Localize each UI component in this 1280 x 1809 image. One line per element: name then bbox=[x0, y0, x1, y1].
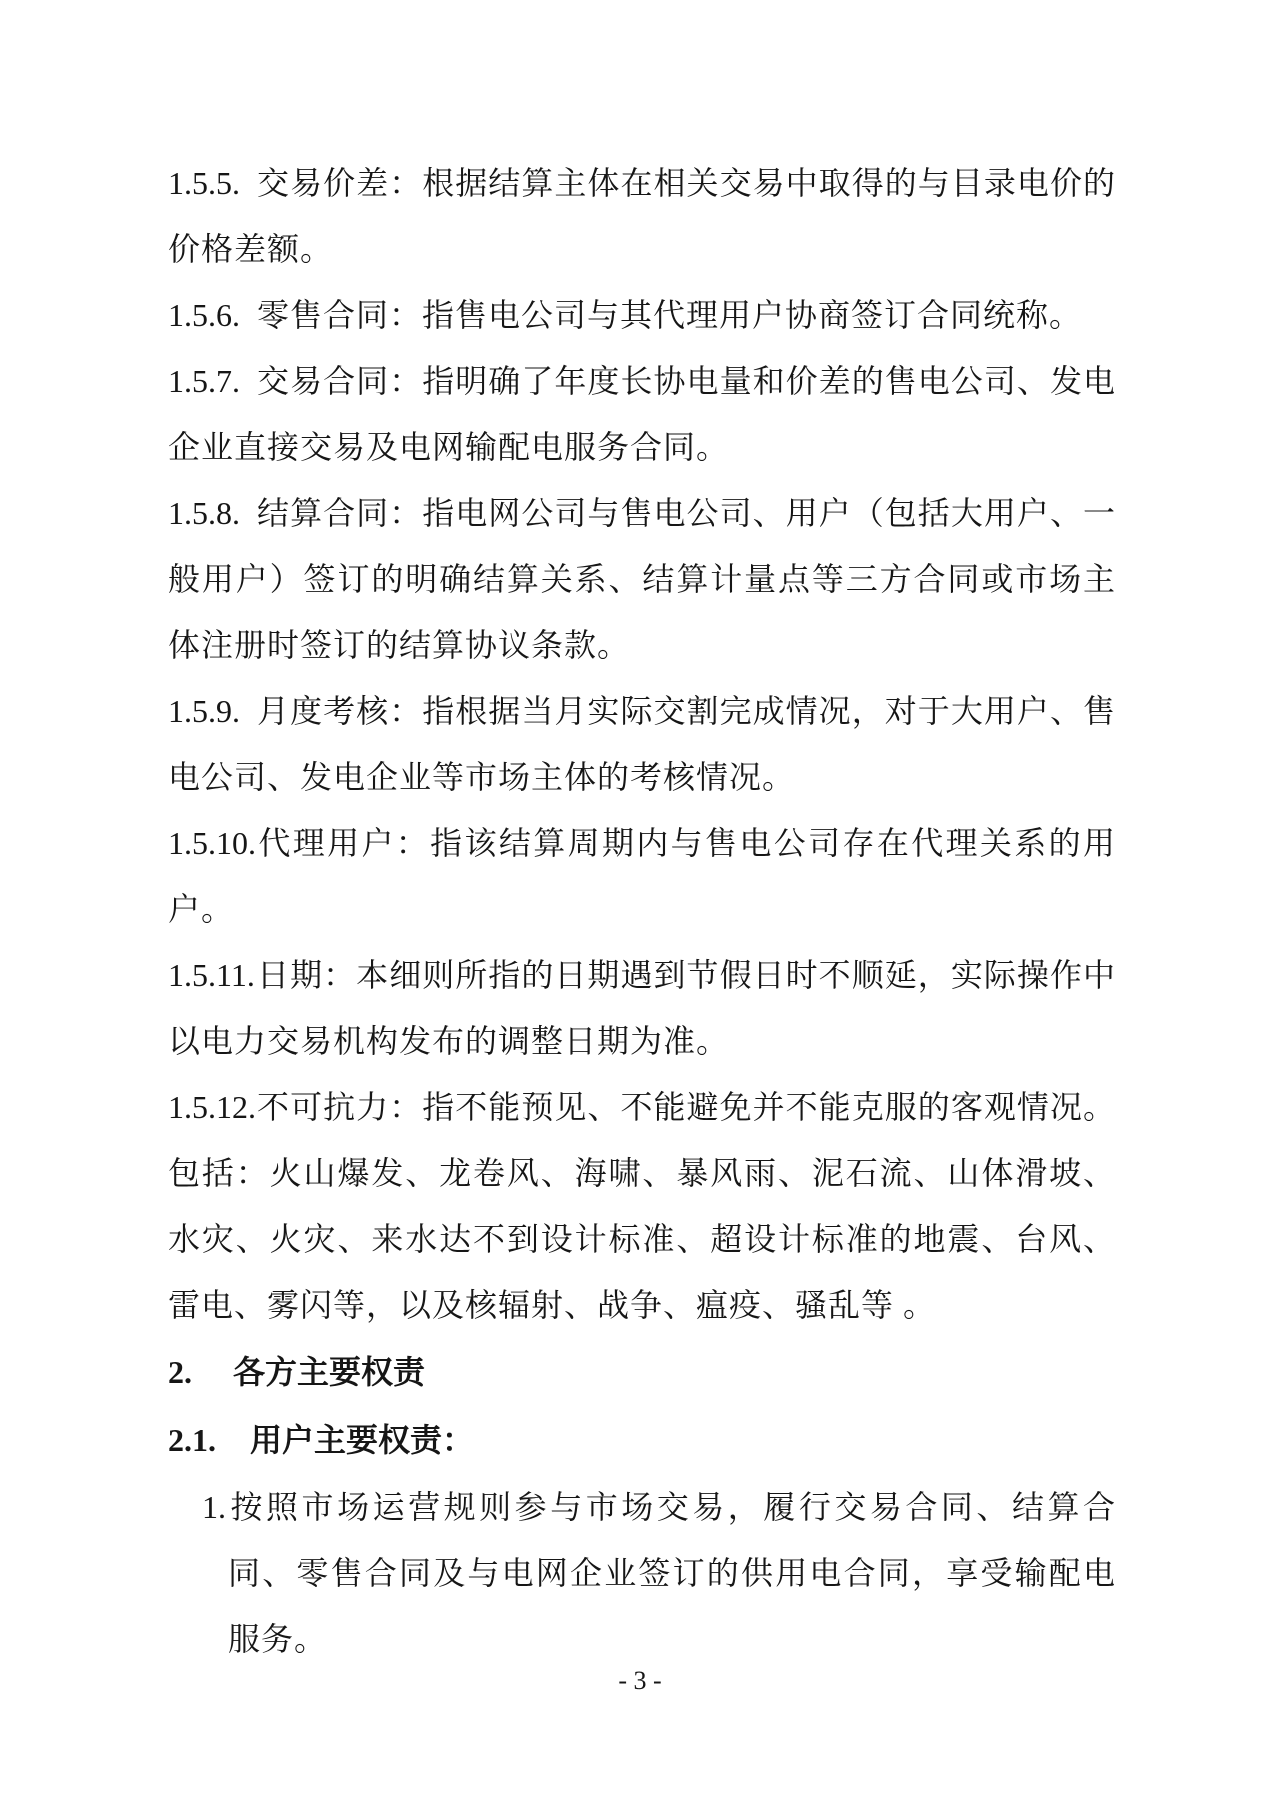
list-item-number: 1. bbox=[202, 1489, 226, 1525]
subsection-title: 用户主要权责： bbox=[250, 1422, 475, 1458]
clause-number: 1.5.8. bbox=[168, 495, 240, 531]
clause-text: 代理用户：指该结算周期内与售电公司存在代理关系的用户。 bbox=[168, 825, 1116, 927]
subsection-number: 2.1. bbox=[168, 1422, 216, 1458]
section-title: 各方主要权责 bbox=[233, 1354, 426, 1390]
section-heading-2 bbox=[168, 1338, 1116, 1406]
clause-number: 1.5.10. bbox=[168, 825, 256, 861]
clause-number: 1.5.11. bbox=[168, 957, 255, 993]
clause-text: 日期：本细则所指的日期遇到节假日时不顺延，实际操作中以电力交易机构发布的调整日期为准。 bbox=[168, 957, 1116, 1059]
clause-text: 结算合同：指电网公司与售电公司、用户（包括大用户、一般用户）签订的明确结算关系、结算计量点等三方合同或市场主体注册时签订的结算协议条款。 bbox=[168, 495, 1116, 663]
clause-1-5-10 bbox=[168, 810, 1116, 942]
clause-text: 零售合同：指售电公司与其代理用户协商签订合同统称。 bbox=[257, 297, 1083, 333]
clause-number: 1.5.5. bbox=[168, 165, 240, 201]
subsection-heading-2-1 bbox=[168, 1406, 1116, 1474]
list-item-1 bbox=[168, 1474, 1116, 1672]
list-item-text: 按照市场运营规则参与市场交易，履行交易合同、结算合同、零售合同及与电网企业签订的供用电合同，享受输配电服务。 bbox=[228, 1489, 1116, 1657]
section-number: 2. bbox=[168, 1354, 192, 1390]
clause-number: 1.5.6. bbox=[168, 297, 240, 333]
page-number: - 3 - bbox=[618, 1666, 662, 1695]
clause-1-5-8 bbox=[168, 480, 1116, 678]
document-body bbox=[168, 150, 1116, 1672]
clause-number: 1.5.7. bbox=[168, 363, 240, 399]
clause-1-5-6 bbox=[168, 282, 1116, 348]
clause-text: 不可抗力：指不能预见、不能避免并不能克服的客观情况。包括：火山爆发、龙卷风、海啸、暴风雨、泥石流、山体滑坡、水灾、火灾、来水达不到设计标准、超设计标准的地震、台风、雷电、雾闪等，以及核辐射、战争、瘟疫、骚乱等 。 bbox=[168, 1089, 1116, 1323]
clause-number: 1.5.12. bbox=[168, 1089, 256, 1125]
clause-1-5-12 bbox=[168, 1074, 1116, 1338]
clause-text: 交易合同：指明确了年度长协电量和价差的售电公司、发电企业直接交易及电网输配电服务合同。 bbox=[168, 363, 1116, 465]
clause-number: 1.5.9. bbox=[168, 693, 240, 729]
clause-1-5-5 bbox=[168, 150, 1116, 282]
clause-text: 月度考核：指根据当月实际交割完成情况，对于大用户、售电公司、发电企业等市场主体的考核情况。 bbox=[168, 693, 1116, 795]
clause-1-5-11 bbox=[168, 942, 1116, 1074]
clause-text: 交易价差：根据结算主体在相关交易中取得的与目录电价的价格差额。 bbox=[168, 165, 1116, 267]
clause-1-5-7 bbox=[168, 348, 1116, 480]
clause-1-5-9 bbox=[168, 678, 1116, 810]
